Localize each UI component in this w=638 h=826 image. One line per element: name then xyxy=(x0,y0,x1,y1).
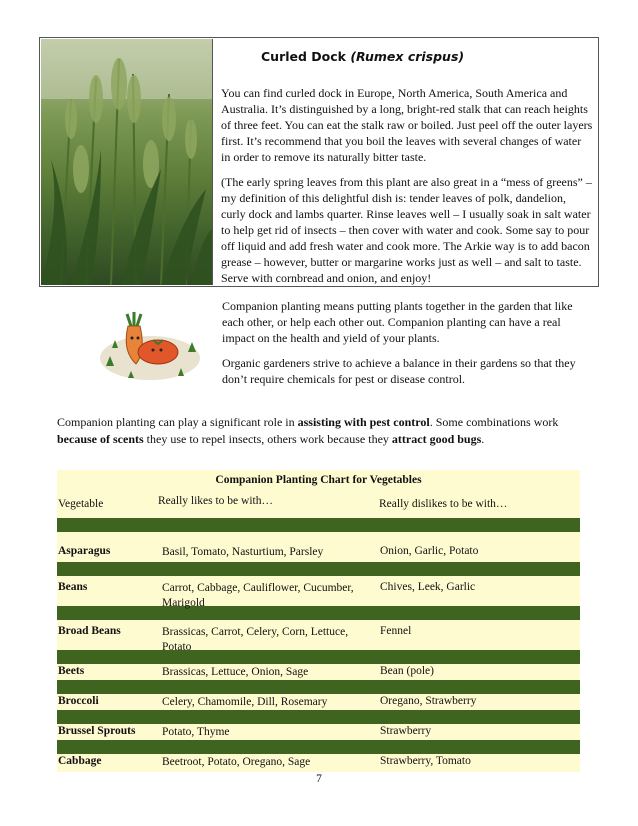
header-dislikes: Really dislikes to be with… xyxy=(379,498,508,510)
chart-row-brussel-sprouts xyxy=(57,724,580,740)
chart-divider xyxy=(57,680,580,694)
header-vegetable: Vegetable xyxy=(58,498,104,510)
cell-vegetable: Brussel Sprouts xyxy=(58,725,136,737)
pest-control-paragraph xyxy=(57,414,587,448)
pest-text-2: . Some combinations work xyxy=(429,415,559,429)
chart-divider xyxy=(57,710,580,724)
pest-text-1: Companion planting can play a significant role in xyxy=(57,415,298,429)
title-common-name: Curled Dock xyxy=(261,49,351,64)
cell-vegetable: Asparagus xyxy=(58,545,111,557)
pest-text-4: . xyxy=(481,432,485,446)
pest-bold-1: assisting with pest control xyxy=(297,415,430,429)
chart-row-beans xyxy=(57,576,580,609)
cell-dislikes: Strawberry xyxy=(380,725,432,737)
cell-likes: Beetroot, Potato, Oregano, Sage xyxy=(162,756,311,768)
cell-dislikes: Onion, Garlic, Potato xyxy=(380,545,479,557)
cell-likes: Carrot, Cabbage, Cauliflower, Cucumber, Marigold xyxy=(162,582,354,609)
cell-vegetable: Beets xyxy=(58,665,85,677)
cell-likes: Celery, Chamomile, Dill, Rosemary xyxy=(162,696,328,708)
companion-paragraph-2: Organic gardeners strive to achieve a balance in their gardens so that they don’t require chemicals for pest or disease control. xyxy=(222,356,576,386)
pest-bold-3: attract good bugs xyxy=(391,432,482,446)
curled-dock-text xyxy=(221,44,593,295)
title-latin-name: (Rumex crispus) xyxy=(350,49,465,64)
chart-row-beets xyxy=(57,664,580,680)
cell-likes: Brassicas, Carrot, Celery, Corn, Lettuce, Potato xyxy=(162,626,349,653)
curled-dock-title xyxy=(221,49,593,65)
cell-dislikes: Oregano, Strawberry xyxy=(380,695,477,707)
cell-vegetable: Broad Beans xyxy=(58,625,121,637)
cell-vegetable: Cabbage xyxy=(58,755,102,767)
chart-divider xyxy=(57,740,580,754)
cell-likes: Basil, Tomato, Nasturtium, Parsley xyxy=(162,546,324,558)
pest-text-3: they use to repel insects, others work because they xyxy=(143,432,392,446)
dock-paragraph-2: (The early spring leaves from this plant are also great in a “mess of greens” – my definition of this delightful dish is: tender leaves of polk, dandelion, curly dock and lambs quarter. Rinse leaves well – I usually soak in salt water to help get rid of insects – then cover with water and cook. Some say to pour off liquid and add fresh water and cook more. The Arkie way is to add bacon grease – however, butter or margarine works just as well – and salt to taste. Serve with cornbread and onion, and enjoy! xyxy=(221,175,592,285)
carrot-tomato-cartoon xyxy=(98,296,202,386)
cell-likes: Brassicas, Lettuce, Onion, Sage xyxy=(162,666,309,678)
header-likes: Really likes to be with… xyxy=(158,495,273,507)
chart-row-broccoli xyxy=(57,694,580,710)
chart-row-cabbage xyxy=(57,754,580,772)
chart-divider xyxy=(57,562,580,576)
cell-vegetable: Broccoli xyxy=(58,695,99,707)
chart-row-asparagus xyxy=(57,532,580,562)
page-number: 7 xyxy=(316,773,322,785)
curled-dock-photo xyxy=(41,39,213,285)
chart-divider xyxy=(57,518,580,532)
chart-title: Companion Planting Chart for Vegetables xyxy=(57,470,580,490)
chart-row-broad-beans xyxy=(57,620,580,653)
dock-paragraph-1: You can find curled dock in Europe, North America, South America and Australia. It’s distinguished by a long, bright-red stalk that can reach heights of three feet. You can eat the stalk raw or boiled. Just peel off the outer layers first. It’s recommend that you boil the leaves with several changes of water in order to remove its naturally bitter taste. xyxy=(221,86,593,164)
cell-likes: Potato, Thyme xyxy=(162,726,230,738)
companion-paragraph-1: Companion planting means putting plants together in the garden that like each other, or help each other out. Companion planting can have a real impact on the health and yield of your plants. xyxy=(222,299,573,345)
cell-dislikes: Fennel xyxy=(380,625,412,637)
companion-planting-chart xyxy=(57,470,580,772)
companion-planting-intro xyxy=(222,298,592,396)
cell-dislikes: Strawberry, Tomato xyxy=(380,755,471,767)
chart-header-row xyxy=(57,490,580,518)
cell-dislikes: Chives, Leek, Garlic xyxy=(380,581,476,593)
cell-dislikes: Bean (pole) xyxy=(380,665,434,677)
cell-vegetable: Beans xyxy=(58,581,88,593)
curled-dock-box xyxy=(39,37,599,287)
dock-plant-illustration xyxy=(41,39,212,285)
pest-bold-2: because of scents xyxy=(57,432,144,446)
